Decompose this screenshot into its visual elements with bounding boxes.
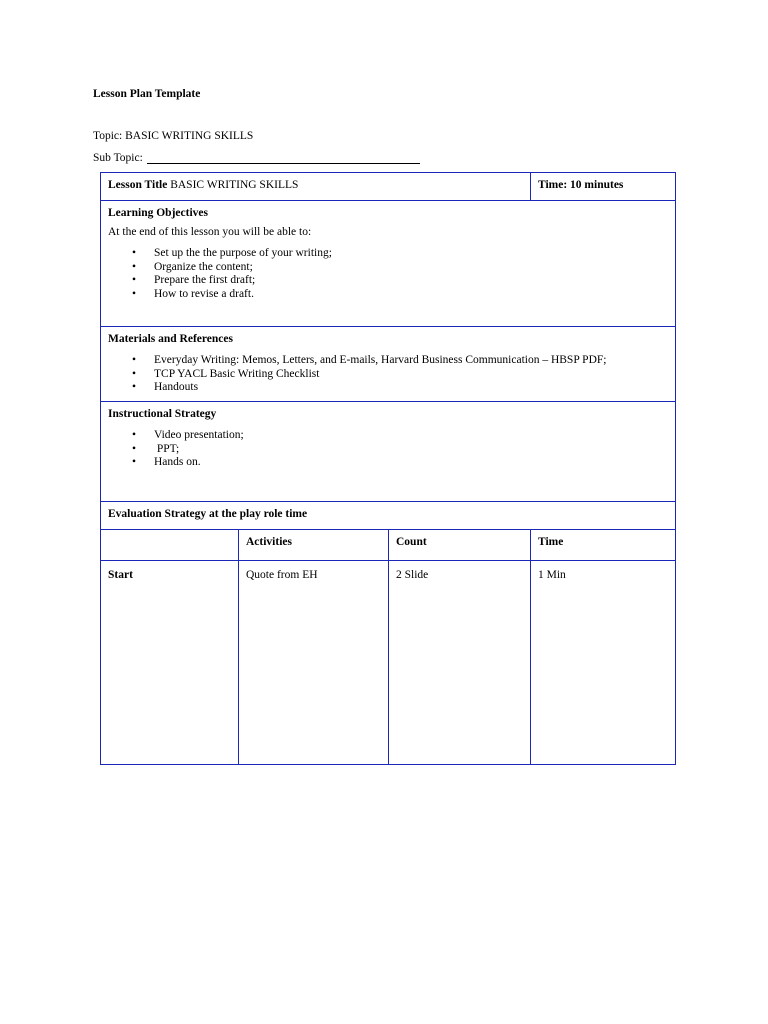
strategy-cell — [101, 402, 676, 502]
strategy-list — [108, 429, 668, 470]
objectives-intro: At the end of this lesson you will be able to: — [108, 226, 312, 238]
list-item: • TCP YACL Basic Writing Checklist — [132, 368, 668, 382]
list-item: • Handouts — [132, 381, 668, 395]
topic-label: Topic: — [93, 130, 123, 142]
table-row — [101, 561, 676, 765]
lesson-title-row — [101, 173, 676, 201]
materials-list — [108, 354, 668, 395]
table-cell: Start — [101, 561, 239, 765]
list-item: • Everyday Writing: Memos, Letters, and E-mails, Harvard Business Communication – HBSP PDF; — [132, 354, 668, 368]
strategy-row — [101, 402, 676, 502]
topic-value: BASIC WRITING SKILLS — [125, 130, 254, 142]
materials-row — [101, 327, 676, 402]
subtopic-label: Sub Topic: — [93, 152, 143, 164]
table-cell: Quote from EH — [239, 561, 389, 765]
list-item: • Video presentation; — [132, 429, 668, 443]
materials-cell — [101, 327, 676, 402]
list-item: • How to revise a draft. — [132, 288, 668, 302]
column-header: Time — [531, 530, 676, 561]
page-title: Lesson Plan Template — [93, 88, 201, 100]
lesson-title-cell — [101, 173, 531, 201]
subtopic-line — [93, 152, 420, 164]
list-item: • Set up the the purpose of your writing; — [132, 247, 668, 261]
lesson-plan-table — [100, 172, 676, 765]
objectives-heading: Learning Objectives — [108, 207, 208, 219]
column-header: Activities — [239, 530, 389, 561]
lesson-title-label: Lesson Title — [108, 179, 168, 191]
lesson-title-value: BASIC WRITING SKILLS — [170, 179, 299, 191]
list-item: • Organize the content; — [132, 261, 668, 275]
objectives-row — [101, 201, 676, 327]
lesson-time: Time: 10 minutes — [531, 173, 676, 201]
topic-line — [93, 130, 253, 142]
column-header: Count — [389, 530, 531, 561]
strategy-heading: Instructional Strategy — [108, 408, 217, 420]
table-cell: 2 Slide — [389, 561, 531, 765]
list-item: • Hands on. — [132, 456, 668, 470]
objectives-cell — [101, 201, 676, 327]
evaluation-heading-row — [101, 502, 676, 530]
evaluation-heading: Evaluation Strategy at the play role time — [101, 502, 676, 530]
evaluation-header-row — [101, 530, 676, 561]
list-item: • Prepare the first draft; — [132, 274, 668, 288]
subtopic-blank — [147, 152, 420, 164]
table-cell: 1 Min — [531, 561, 676, 765]
objectives-list — [108, 247, 668, 301]
materials-heading: Materials and References — [108, 333, 233, 345]
column-header — [101, 530, 239, 561]
list-item: • PPT; — [132, 443, 668, 457]
